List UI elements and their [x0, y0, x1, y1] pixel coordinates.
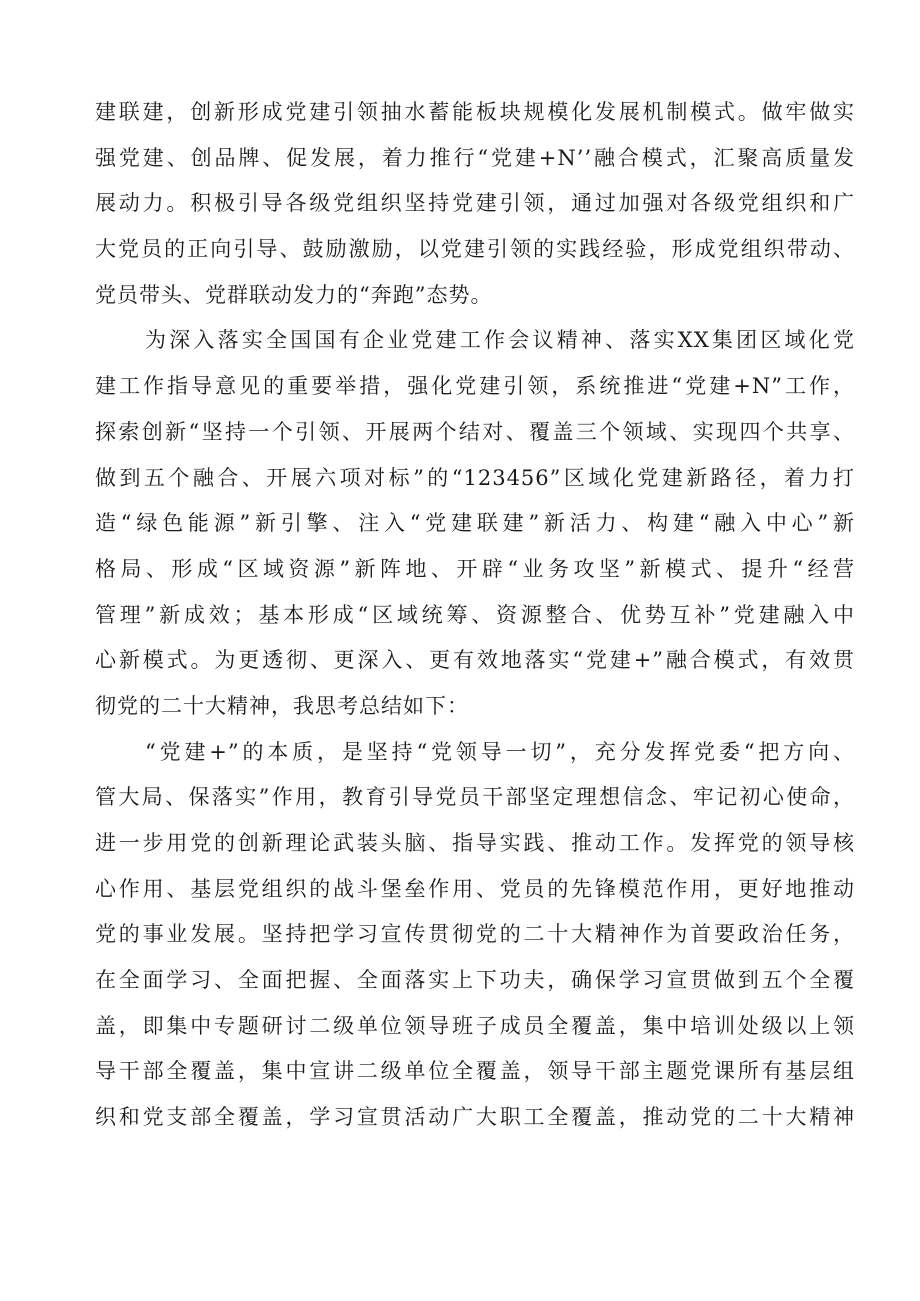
text-line: 管理”新成效；基本形成“区域统筹、资源整合、优势互补”党建融入中	[95, 602, 855, 627]
text-line: 在全面学习、全面把握、全面落实上下功夫，确保学习宣贯做到五个全覆	[95, 968, 855, 993]
text-line: 管大局、保落实”作用，教育引导党员干部坚定理想信念、牢记初心使命，	[95, 785, 855, 810]
text-line: 造“绿色能源”新引擎、注入“党建联建”新活力、构建“融入中心”新	[95, 511, 855, 536]
text-line: 展动力。积极引导各级党组织坚持党建引领，通过加强对各级党组织和广	[95, 191, 855, 216]
text-line: 格局、形成“区域资源”新阵地、开辟“业务攻坚”新模式、提升“经营	[95, 556, 855, 581]
text-line: 探索创新“坚持一个引领、开展两个结对、覆盖三个领域、实现四个共享、	[95, 419, 855, 444]
text-line: 做到五个融合、开展六项对标”的“123456”区域化党建新路径，着力打	[95, 465, 855, 490]
text-line: 党的事业发展。坚持把学习宣传贯彻党的二十大精神作为首要政治任务，	[95, 922, 855, 947]
text-line: 大党员的正向引导、鼓励激励，以党建引领的实践经验，形成党组织带动、	[95, 237, 855, 262]
text-line: 心作用、基层党组织的战斗堡垒作用、党员的先锋模范作用，更好地推动	[95, 876, 855, 901]
text-line: 织和党支部全覆盖，学习宣贯活动广大职工全覆盖，推动党的二十大精神	[95, 1105, 855, 1130]
paragraph-3	[95, 730, 855, 1141]
text-line: 建工作指导意见的重要举措，强化党建引领，系统推进“党建+N”工作，	[95, 374, 855, 399]
paragraph-1	[95, 90, 855, 318]
text-line: 党员带头、党群联动发力的“奔跑”态势。	[95, 282, 493, 307]
text-line: 建联建，创新形成党建引领抽水蓄能板块规模化发展机制模式。做牢做实	[95, 100, 855, 124]
text-line: “党建+”的本质，是坚持“党领导一切”，充分发挥党委“把方向、	[145, 739, 855, 764]
text-line: 心新模式。为更透彻、更深入、更有效地落实“党建+”融合模式，有效贯	[95, 648, 855, 673]
text-line: 盖，即集中专题研讨二级单位领导班子成员全覆盖，集中培训处级以上领	[95, 1013, 855, 1038]
text-line: 进一步用党的创新理论武装头脑、指导实践、推动工作。发挥党的领导核	[95, 831, 855, 855]
document-body	[95, 90, 855, 1141]
text-line: 为深入落实全国国有企业党建工作会议精神、落实XX集团区域化党	[145, 328, 855, 353]
paragraph-2	[95, 318, 855, 729]
text-line: 导干部全覆盖，集中宣讲二级单位全覆盖，领导干部主题党课所有基层组	[95, 1059, 855, 1084]
text-line: 强党建、创品牌、促发展，着力推行“党建+N’’融合模式，汇聚高质量发	[95, 145, 855, 170]
text-line: 彻党的二十大精神，我思考总结如下：	[95, 693, 469, 718]
